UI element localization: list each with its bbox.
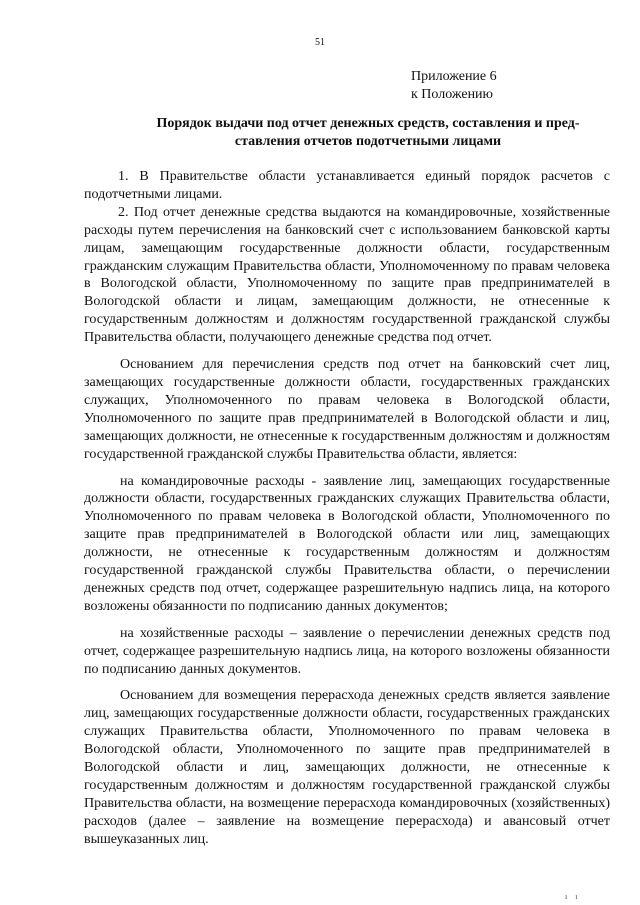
- page-number: 51: [315, 37, 325, 48]
- paragraph-3: Основанием для перечисления средств под отчет на банковский счет лиц, замещающих государственные должности области, государственных гражданских служащих, Уполномоченного по правам человека в Вологодской области, Уполномоченного по защите прав предпринимателей в Вологодской области и лиц, замещающих должности, не отнесенные к государственным должностям и должностям государственной гражданской службы Правительства области, является:: [84, 357, 610, 462]
- paragraph-5: на хозяйственные расходы – заявление о перечислении денежных средств под отчет, содержащее разрешительную надпись лица, на которого возложены обязанности по подписанию данных документов.: [84, 625, 610, 677]
- document-title-line-2: ставления отчетов подотчетными лицами: [234, 134, 502, 149]
- paragraph-6: Основанием для возмещения перерасхода денежных средств является заявление лиц, замещающих государственные должности области, государственных гражданских служащих Правительства области, Уполномоченного по правам человека в Вологодской области, Уполномоченного по защите прав предпринимателей в Вологодской области и лиц, замещающих должности, не отнесенные к государственным должностям и должностям государственной гражданской службы Правительства области, на возмещение перерасхода командировочных (хозяйственных) расходов (далее – заявление на возмещение перерасхода) и авансовый отчет вышеуказанных лиц.: [84, 688, 610, 847]
- corner-mark: ı ı: [565, 892, 581, 901]
- paragraph-4: на командировочные расходы - заявление лиц, замещающих государственные должности области, государственных гражданских служащих Правительства области, Уполномоченного по правам человека в Вологодской области, Уполномоченного по защите прав предпринимателей в Вологодской области или лиц, замещающих должности, не отнесенные к государственным должностям и должностям государственной гражданской службы Правительства области, о перечислении денежных средств под отчет, содержащее разрешительную надпись лица, на которого возложены обязанности по подписанию данных документов;: [84, 473, 610, 614]
- document-body: [84, 168, 610, 849]
- appendix-reference: [411, 68, 497, 104]
- document-title-line-1: Порядок выдачи под отчет денежных средств, составления и пред-: [156, 116, 580, 131]
- document-title: [132, 115, 604, 151]
- paragraph-1: 1. В Правительстве области устанавливается единый порядок расчетов с подотчетными лицами.: [84, 169, 610, 202]
- appendix-line-2: к Положению: [411, 87, 494, 102]
- appendix-line-1: Приложение 6: [411, 69, 497, 84]
- paragraph-2: 2. Под отчет денежные средства выдаются на командировочные, хозяйственные расходы путем перечисления на банковский счет с использованием банковской карты лицам, замещающим государственные должности области, государственным гражданским служащим Правительства области, Уполномоченному по правам человека в Вологодской области, Уполномоченному по защите прав предпринимателей в Вологодской области и лицам, замещающим должности, не отнесенные к государственным должностям и должностям государственной гражданской службы Правительства области, получающего денежные средства под отчет.: [84, 204, 610, 346]
